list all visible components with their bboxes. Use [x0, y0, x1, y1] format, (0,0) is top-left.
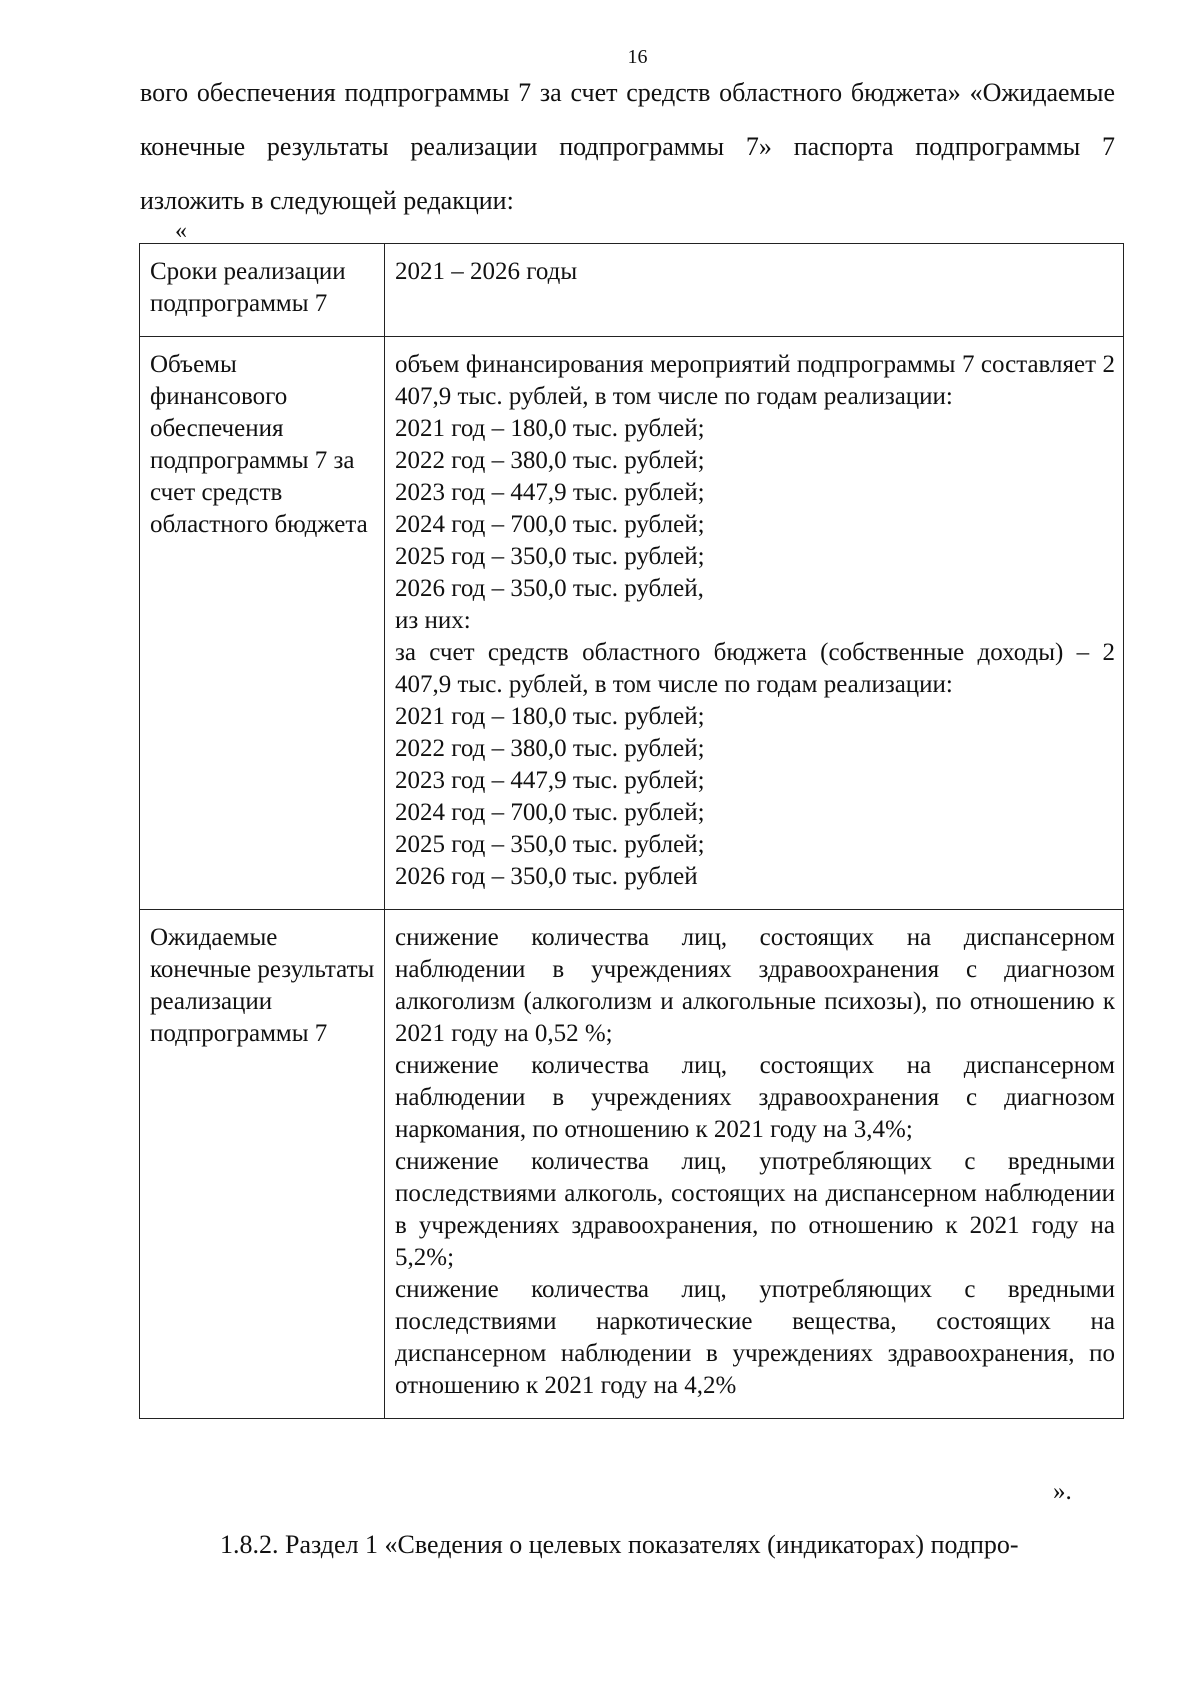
- value-line: снижение количества лиц, состоящих на диспансерном наблюдении в учреждениях здравоохранения с диагнозом алкоголизм (алкоголизм и алкогольные психозы), по отношению к 2021 году на 0,52 %;: [395, 924, 1115, 1047]
- value-line: 2026 год – 350,0 тыс. рублей: [395, 863, 698, 890]
- intro-paragraph: вого обеспечения подпрограммы 7 за счет средств областного бюджета» «Ожидаемые конечные результаты реализации подпрограммы 7» паспорта подпрограммы 7 изложить в следующей редакции:: [140, 78, 1115, 215]
- value-line: 2024 год – 700,0 тыс. рублей;: [395, 799, 705, 826]
- table-row: [140, 337, 1124, 910]
- closing-quote-mark: ».: [1053, 1478, 1072, 1505]
- value-line: 2023 год – 447,9 тыс. рублей;: [395, 479, 705, 506]
- table-row: [140, 910, 1124, 1419]
- row-label-cell: Ожидаемые конечные результаты реализации подпрограммы 7: [140, 910, 385, 1419]
- value-line: за счет средств областного бюджета (собственные доходы) – 2 407,9 тыс. рублей, в том числе по годам реализации:: [395, 639, 1115, 698]
- row-label-cell: Объемы финансового обеспечения подпрограммы 7 за счет средств областного бюджета: [140, 337, 385, 910]
- value-line: снижение количества лиц, состоящих на диспансерном наблюдении в учреждениях здравоохранения с диагнозом наркомания, по отношению к 2021 году на 3,4%;: [395, 1052, 1115, 1143]
- value-line: 2021 год – 180,0 тыс. рублей;: [395, 415, 705, 442]
- table-row: [140, 244, 1124, 337]
- next-section-paragraph: 1.8.2. Раздел 1 «Сведения о целевых показателях (индикаторах) подпро-: [220, 1530, 1019, 1559]
- value-line: 2021 год – 180,0 тыс. рублей;: [395, 703, 705, 730]
- row-label-cell: Сроки реализации подпрограммы 7: [140, 244, 385, 337]
- value-line: 2023 год – 447,9 тыс. рублей;: [395, 767, 705, 794]
- value-line: 2024 год – 700,0 тыс. рублей;: [395, 511, 705, 538]
- value-line: снижение количества лиц, употребляющих с вредными последствиями алкоголь, состоящих на диспансерном наблюдении в учреждениях здравоохранения, по отношению к 2021 году на 5,2%;: [395, 1148, 1115, 1271]
- page-number: 16: [627, 46, 648, 68]
- value-line: 2025 год – 350,0 тыс. рублей;: [395, 543, 705, 570]
- row-value-cell: [385, 910, 1124, 1419]
- value-line: 2026 год – 350,0 тыс. рублей,: [395, 575, 704, 602]
- row-value-cell: [385, 244, 1124, 337]
- value-line: 2021 – 2026 годы: [395, 258, 578, 285]
- subprogram-passport-table: [139, 243, 1124, 1419]
- value-line: снижение количества лиц, употребляющих с вредными последствиями наркотические вещества, состоящих на диспансерном наблюдении в учреждениях здравоохранения, по отношению к 2021 году на 4,2%: [395, 1276, 1115, 1399]
- opening-quote-mark: «: [175, 218, 187, 244]
- value-line: объем финансирования мероприятий подпрограммы 7 составляет 2 407,9 тыс. рублей, в том числе по годам реализации:: [395, 351, 1115, 410]
- value-line: 2025 год – 350,0 тыс. рублей;: [395, 831, 705, 858]
- value-line: 2022 год – 380,0 тыс. рублей;: [395, 447, 705, 474]
- row-value-cell: [385, 337, 1124, 910]
- value-line: из них:: [395, 607, 471, 634]
- passport-table-body: [140, 244, 1124, 1419]
- value-line: 2022 год – 380,0 тыс. рублей;: [395, 735, 705, 762]
